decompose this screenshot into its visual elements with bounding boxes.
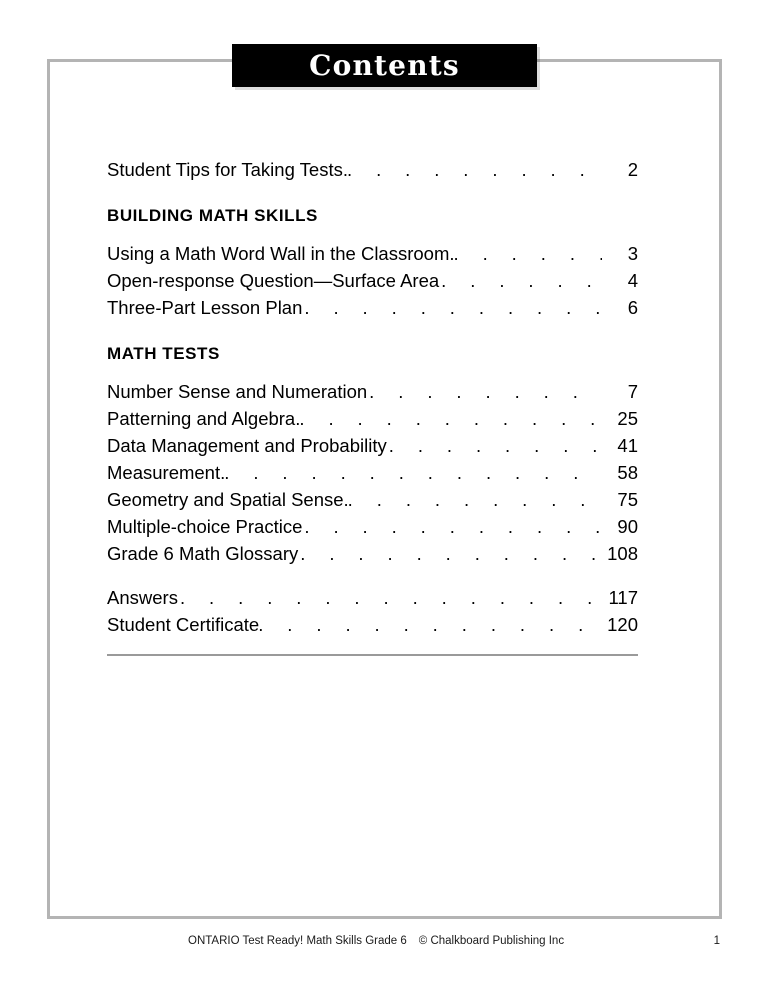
- toc-entry[interactable]: [107, 540, 638, 567]
- toc-entry-label: Number Sense and Numeration: [107, 381, 368, 402]
- toc-entry-page: 25: [617, 408, 638, 429]
- toc-entry[interactable]: [107, 240, 638, 267]
- dot-leader: [304, 518, 602, 537]
- toc-entry-label: Geometry and Spatial Sense.: [107, 489, 349, 510]
- dot-leader: [224, 464, 602, 483]
- toc-entry-page: 90: [617, 516, 638, 537]
- toc-entry-label: Multiple-choice Practice: [107, 516, 303, 537]
- toc-entry[interactable]: [107, 584, 638, 611]
- dot-leader: [389, 437, 602, 456]
- dot-leader: [258, 616, 602, 635]
- dot-leader: [347, 161, 602, 180]
- dot-leader: [441, 272, 602, 291]
- contents-title-banner: [232, 44, 537, 87]
- footer-page-number: 1: [713, 935, 720, 947]
- toc-entry-label: Measurement.: [107, 462, 226, 483]
- toc-entry-page: 4: [627, 270, 638, 291]
- toc-entry-page: 3: [627, 243, 638, 264]
- toc-entry-label: Grade 6 Math Glossary: [107, 543, 299, 564]
- toc-entry-label: Open-response Question—Surface Area: [107, 270, 440, 291]
- toc-entry-page: 117: [608, 587, 638, 608]
- dot-leader: [299, 410, 602, 429]
- toc-entry-page: 41: [617, 435, 638, 456]
- toc-entry[interactable]: [107, 611, 638, 638]
- spacer: [107, 321, 638, 343]
- spacer: [107, 567, 638, 584]
- dot-leader: [454, 245, 602, 264]
- toc-entry-label: Three-Part Lesson Plan: [107, 297, 303, 318]
- toc-entry[interactable]: [107, 405, 638, 432]
- dot-leader: [180, 589, 602, 608]
- toc-entry[interactable]: [107, 486, 638, 513]
- toc-entry-page: 108: [607, 543, 638, 564]
- page-title: Contents: [309, 48, 460, 82]
- toc-entry-label: Student Tips for Taking Tests.: [107, 159, 348, 180]
- dot-leader: [304, 299, 602, 318]
- toc-group-building-math-skills: [107, 205, 638, 321]
- toc-entry[interactable]: [107, 294, 638, 321]
- footer-title: ONTARIO Test Ready! Math Skills Grade 6: [188, 935, 407, 947]
- toc-entry-label: Patterning and Algebra.: [107, 408, 301, 429]
- toc-section-heading: BUILDING MATH SKILLS: [107, 206, 318, 225]
- toc-entry[interactable]: [107, 459, 638, 486]
- page-footer: [188, 935, 720, 947]
- toc-entry-page: 120: [607, 614, 638, 635]
- toc-entry-label: Using a Math Word Wall in the Classroom.: [107, 243, 455, 264]
- toc-entry-label: Student Certificate: [107, 614, 260, 635]
- toc-entry-page: 7: [627, 381, 638, 402]
- table-of-contents: [107, 156, 638, 656]
- spacer: [107, 183, 638, 205]
- toc-entry-page: 58: [617, 462, 638, 483]
- toc-bottom-rule: [107, 654, 638, 656]
- toc-entry[interactable]: [107, 513, 638, 540]
- toc-entry-page: 6: [627, 297, 638, 318]
- toc-entry[interactable]: [107, 156, 638, 183]
- footer-copyright: © Chalkboard Publishing Inc: [418, 935, 565, 947]
- toc-entry-label: Data Management and Probability: [107, 435, 387, 456]
- toc-entry[interactable]: [107, 432, 638, 459]
- dot-leader: [348, 491, 602, 510]
- toc-entry[interactable]: [107, 378, 638, 405]
- toc-entry-page: 2: [627, 159, 638, 180]
- toc-entry-page: 75: [617, 489, 638, 510]
- toc-group-math-tests: [107, 343, 638, 567]
- dot-leader: [300, 545, 602, 564]
- toc-group-back-matter: [107, 584, 638, 638]
- dot-leader: [369, 383, 602, 402]
- toc-group-intro: [107, 156, 638, 183]
- spacer: [107, 365, 638, 378]
- toc-section-heading: MATH TESTS: [107, 344, 220, 363]
- spacer: [107, 227, 638, 240]
- toc-entry[interactable]: [107, 267, 638, 294]
- toc-entry-label: Answers: [107, 587, 178, 608]
